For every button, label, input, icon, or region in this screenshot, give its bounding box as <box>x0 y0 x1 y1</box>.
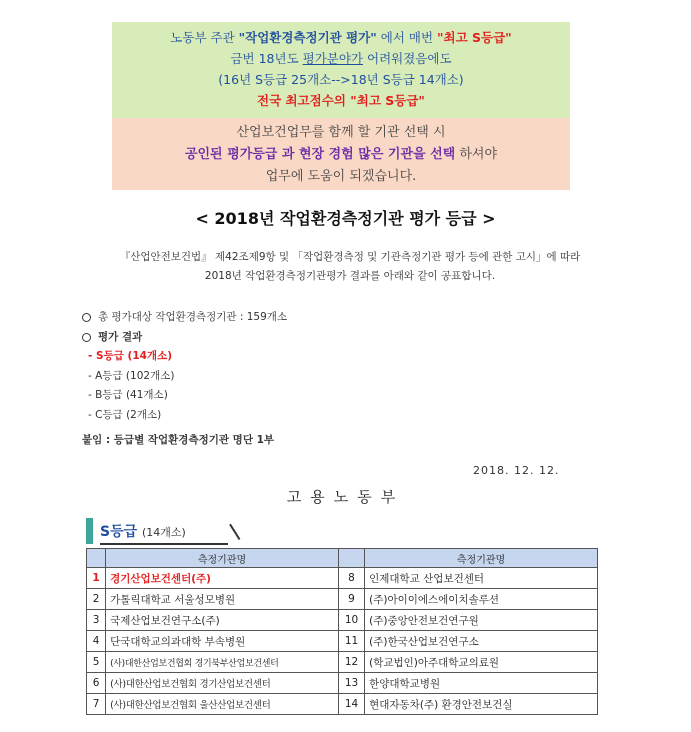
section-header-s-grade <box>86 518 236 544</box>
banner-text: 금번 18년도 <box>230 51 303 66</box>
publish-date: 2018. 12. 12. <box>473 464 560 477</box>
ministry-name: 고용노동부 <box>286 488 405 506</box>
banner-line-4 <box>112 90 570 111</box>
org-name: 한양대학교병원 <box>365 673 598 694</box>
promo-banner-pink <box>112 118 570 190</box>
grade-item-a: - A등급 (102개소) <box>88 369 175 382</box>
section-underline <box>100 543 228 545</box>
table-header-cell <box>87 549 106 568</box>
table-row <box>87 589 598 610</box>
banner-text: 노동부 주관 <box>170 30 239 45</box>
intro-line: 2018년 작업환경측정기관평가 결과를 아래와 같이 공표합니다. <box>204 270 496 282</box>
table-row <box>87 610 598 631</box>
table-header-cell <box>338 549 364 568</box>
summary-total-text: 총 평가대상 작업환경측정기관 : 159개소 <box>98 311 288 323</box>
row-number: 12 <box>338 652 364 673</box>
banner-line-2 <box>112 48 570 69</box>
org-name: 국제산업보건연구소(주) <box>106 610 339 631</box>
row-number: 3 <box>87 610 106 631</box>
row-number: 14 <box>338 694 364 715</box>
row-number: 2 <box>87 589 106 610</box>
attachment-note: 붙임 : 등급별 작업환경측정기관 명단 1부 <box>82 434 275 446</box>
org-name: (주)중앙안전보건연구원 <box>365 610 598 631</box>
row-number: 4 <box>87 631 106 652</box>
s-grade-table <box>86 548 598 715</box>
banner-line-3: (16년 S등급 25개소-->18년 S등급 14개소) <box>218 72 464 87</box>
org-name: 경기산업보건센터(주) <box>106 568 339 589</box>
page-title: < 2018년 작업환경측정기관 평가 등급 > <box>195 209 496 228</box>
banner-text: 하셔야 <box>455 147 498 162</box>
section-bar <box>86 518 93 544</box>
row-number: 5 <box>87 652 106 673</box>
table-row <box>87 694 598 715</box>
table-row <box>87 673 598 694</box>
intro-text <box>60 248 640 286</box>
banner-text: 에서 매번 <box>376 30 437 45</box>
org-name: 가톨릭대학교 서울성모병원 <box>106 589 339 610</box>
row-number: 9 <box>338 589 364 610</box>
table-row <box>87 631 598 652</box>
grade-item-b: - B등급 (41개소) <box>88 389 168 401</box>
row-number: 8 <box>338 568 364 589</box>
org-name: (사)대한산업보건협회 경기산업보건센터 <box>106 673 339 694</box>
banner-text: 평가분야가 <box>302 51 364 66</box>
org-name: 현대자동차(주) 환경안전보건실 <box>365 694 598 715</box>
row-number: 6 <box>87 673 106 694</box>
grade-item-c: - C등급 (2개소) <box>88 408 162 421</box>
banner-line-6 <box>112 144 570 166</box>
summary-list <box>82 308 287 425</box>
promo-banner-green <box>112 22 570 118</box>
circle-bullet-icon <box>82 333 91 342</box>
org-name: (주)한국산업보건연구소 <box>365 631 598 652</box>
org-name: (학교법인)아주대학교의료원 <box>365 652 598 673</box>
summary-result-heading: 평가 결과 <box>98 330 143 343</box>
table-row <box>87 652 598 673</box>
row-number: 13 <box>338 673 364 694</box>
section-count: (14개소) <box>142 526 186 539</box>
table-row <box>87 568 598 589</box>
table-header-cell: 측정기관명 <box>106 549 339 568</box>
table-header-row <box>87 549 598 568</box>
banner-text: "작업환경측정기관 평가" <box>238 30 377 45</box>
org-name: (주)아이이에스에이치솔루션 <box>365 589 598 610</box>
grade-item-s: - S등급 (14개소) <box>88 350 173 362</box>
banner-highlight: "최고 S등급" <box>350 93 425 108</box>
intro-line: 『산업안전보건법』 제42조제9항 및 「작업환경측정 및 기관측정기관 평가 등에 관한 고시」에 따라 <box>119 251 581 263</box>
banner-text: 어려워졌음에도 <box>363 51 452 66</box>
banner-line-7: 업무에 도움이 되겠습니다. <box>265 169 417 184</box>
section-label: S등급 <box>100 524 138 540</box>
section-slant-line <box>230 524 241 540</box>
banner-line-1 <box>112 27 570 48</box>
summary-result <box>82 328 287 348</box>
banner-highlight: 전국 최고점수의 <box>257 93 351 108</box>
org-name: (사)대한산업보건협회 울산산업보건센터 <box>106 694 339 715</box>
row-number: 1 <box>87 568 106 589</box>
row-number: 10 <box>338 610 364 631</box>
banner-line-5: 산업보건업무를 함께 할 기관 선택 시 <box>236 125 446 140</box>
banner-highlight: "최고 S등급" <box>437 30 512 45</box>
org-name: 단국대학교의과대학 부속병원 <box>106 631 339 652</box>
row-number: 11 <box>338 631 364 652</box>
org-name: 인제대학교 산업보건센터 <box>365 568 598 589</box>
circle-bullet-icon <box>82 313 91 322</box>
table-header-cell: 측정기관명 <box>365 549 598 568</box>
org-name: (사)대한산업보건협회 경기북부산업보건센터 <box>106 652 339 673</box>
banner-highlight: 공인된 평가등급 과 현장 경험 많은 기관을 선택 <box>184 147 456 162</box>
row-number: 7 <box>87 694 106 715</box>
summary-total <box>82 308 287 328</box>
